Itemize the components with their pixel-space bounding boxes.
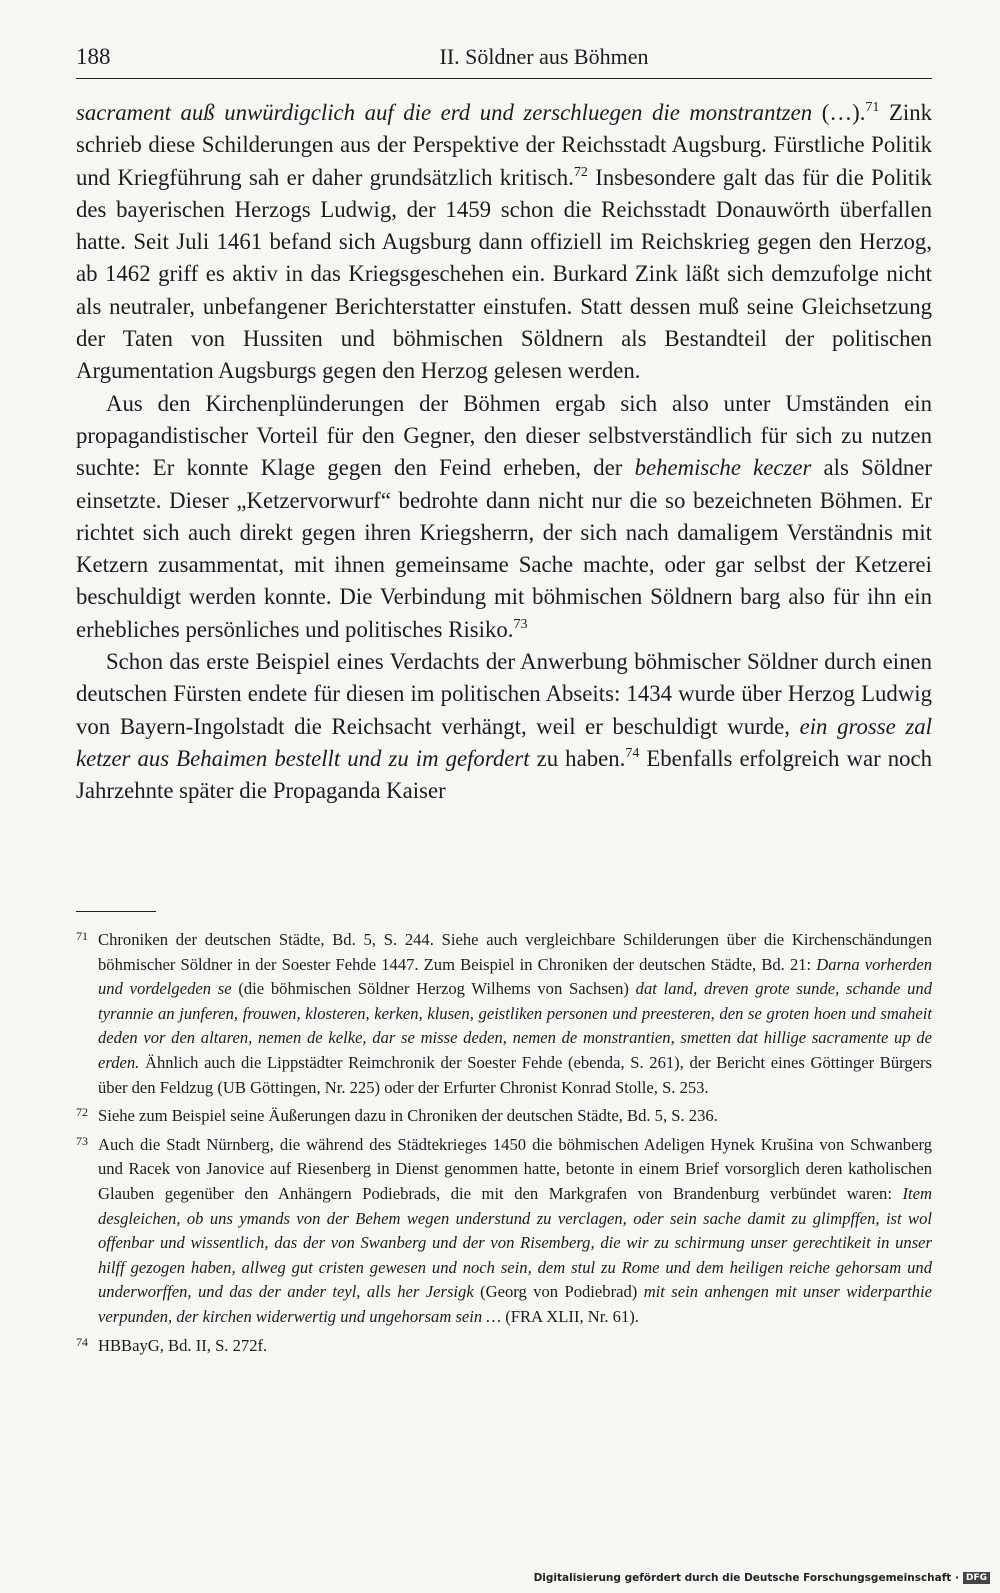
footnote-71 [76, 928, 932, 1100]
text-span: als Söldner einsetzte. Dieser „Ketzervorwurf“ bedrohte dann nicht nur die so bezeichneten Böhmen. Er richtet sich auch direkt gegen ihren Kriegsherrn, der sich nach damaligem Verständnis mit Ketzern zusammentat, mit ihnen gemeinsame Sache machte, oder gar selbst der Ketzerei beschuldigt werden konnte. Die Verbindung mit böhmischen Söldnern barg also für ihn ein erhebliches persönliches und politisches Risiko. [76, 455, 932, 642]
footnote-ref-72[interactable]: 72 [573, 164, 588, 180]
text-span: Aus den Kirchenplünderungen der Böhmen ergab sich also unter Umständen ein propagandistischer Vorteil für den Gegner, den dieser selbstverständlich für sich zu nutzen suchte: Er konnte Klage gegen den Feind erheben, der [76, 390, 932, 481]
quote-italic: sacrament auß unwürdigclich auf die erd und zerschluegen die monstrantzen [76, 100, 813, 125]
paragraph-3 [76, 646, 932, 807]
text-span: Chroniken der deutschen Städte, Bd. 5, S. 244. Siehe auch vergleichbare Schilderungen über die Kirchenschändungen böhmischer Söldner in der Soester Fehde 1447. Zum Beispiel in Chroniken der deutschen Städte, Bd. 21: [98, 930, 932, 974]
text-span: HBBayG, Bd. II, S. 272f. [98, 1335, 268, 1355]
page-number: 188 [76, 44, 111, 69]
quote-italic: dat land, dreven grote sunde, schande und tyrannie an junferen, frouwen, klosteren, kerken, klusen, geistliken personen und preesteren, den se groten hoen und smaheit deden vor den altaren, nemen de kelke, dar se misse deden, nemen de monstrantien, smetten dat hillige sacramente up de erden. [98, 979, 932, 1072]
footnote-ref-73[interactable]: 73 [513, 616, 528, 632]
quote-italic: behemische keczer [634, 455, 812, 481]
footnote-72 [76, 1104, 932, 1129]
footnote-number: 72 [76, 1105, 88, 1120]
footnote-number: 74 [76, 1334, 88, 1349]
text-span: (…). [812, 100, 866, 125]
dfg-logo: DFG [963, 1572, 990, 1584]
text-span: Insbesondere galt das für die Politik des bayerischen Herzogs Ludwig, der 1459 schon die Reichsstadt Donauwörth überfallen hatte. Seit Juli 1461 befand sich Augsburg dann offiziell im Reichskrieg gegen den Herzog, ab 1462 griff es aktiv in das Kriegsgeschehen ein. Burkard Zink läßt sich demzufolge nicht als neutraler, unbefangener Berichterstatter einstufen. Statt dessen muß seine Gleichsetzung der Taten von Hussiten und böhmischen Söldnern als Bestandteil der politischen Argumentation Augsburgs gegen den Herzog gelesen werden. [76, 164, 932, 384]
footnotes [76, 928, 932, 1362]
footnote-rule [76, 911, 156, 912]
footnote-73 [76, 1133, 932, 1330]
digitization-credit [534, 1572, 990, 1584]
text-span: zu haben. [529, 745, 626, 771]
footnote-74 [76, 1334, 932, 1359]
credit-text: Digitalisierung gefördert durch die Deutsche Forschungsgemeinschaft · [533, 1572, 959, 1584]
quote-italic: Darna vorherden und vordelgeden se [98, 954, 933, 999]
footnote-number: 71 [76, 929, 88, 943]
text-span: Ebenfalls erfolgreich war noch Jahrzehnte später die Propaganda Kaiser [76, 745, 933, 804]
text-span: Siehe zum Beispiel seine Äußerungen dazu in Chroniken der deutschen Städte, Bd. 5, S. 236. [98, 1106, 718, 1126]
paragraph-2 [76, 388, 932, 646]
text-span: Schon das erste Beispiel eines Verdachts der Anwerbung böhmischer Söldner durch einen deutschen Fürsten endete für diesen im politischen Abseits: 1434 wurde über Herzog Ludwig von Bayern-Ingolstadt die Reichsacht verhängt, weil er beschuldigt wurde, [76, 649, 932, 739]
quote-italic: ein grosse zal ketzer aus Behaimen bestellt und zu im gefordert [76, 713, 932, 771]
paragraph-1 [76, 97, 932, 388]
footnote-number: 73 [76, 1133, 88, 1148]
main-text [76, 97, 932, 808]
running-header [76, 38, 932, 79]
text-span: (die böhmischen Söldner Herzog Wilhems von Sachsen) [231, 979, 636, 999]
footnote-ref-74[interactable]: 74 [625, 745, 640, 761]
quote-italic: Item desgleichen, ob uns ymands von der Behem wegen understund zu verclagen, oder sein sache damit zu glimpffen, ist wol offenbar und wissentlich, das der von Swanberg und der von Risemberg, die wir zu schirmung unser gerechtikeit in unser hilff gezogen haben, allweg gut cristen gewesen und noch sein, dem stul zu Rome und dem heiligen reiche gehorsam und underworffen, und das der ander teyl, alls her Jersigk [98, 1183, 932, 1302]
text-span: (FRA XLII, Nr. 61). [501, 1306, 639, 1326]
quote-italic: mit sein anhengen mit unser widerparthie verpunden, der kirchen widerwertig und ungehorsam sein … [98, 1282, 932, 1326]
text-span: Auch die Stadt Nürnberg, die während des Städtekrieges 1450 die böhmischen Adeligen Hynek Krušina von Schwanberg und Racek von Janovice auf Riesenberg in Dienst genommen hatte, betonte in einem Brief vorsorglich deren katholischen Glauben gegenüber den Anhängern Podiebrads, die mit den Markgrafen von Brandenburg verbündet waren: [98, 1134, 932, 1203]
text-span: Zink schrieb diese Schilderungen aus der Perspektive der Reichsstadt Augsburg. Fürstliche Politik und Kriegführung sah er daher grundsätzlich kritisch. [76, 100, 933, 190]
text-span: (Georg von Podiebrad) [473, 1282, 644, 1302]
footnote-ref-71[interactable]: 71 [865, 100, 880, 115]
running-title: II. Söldner aus Böhmen [439, 44, 649, 69]
text-span: Ähnlich auch die Lippstädter Reimchronik der Soester Fehde (ebenda, S. 261), der Bericht eines Göttinger Bürgers über den Feldzug (UB Göttingen, Nr. 225) oder der Erfurter Chronist Konrad Stolle, S. 253. [98, 1052, 932, 1097]
